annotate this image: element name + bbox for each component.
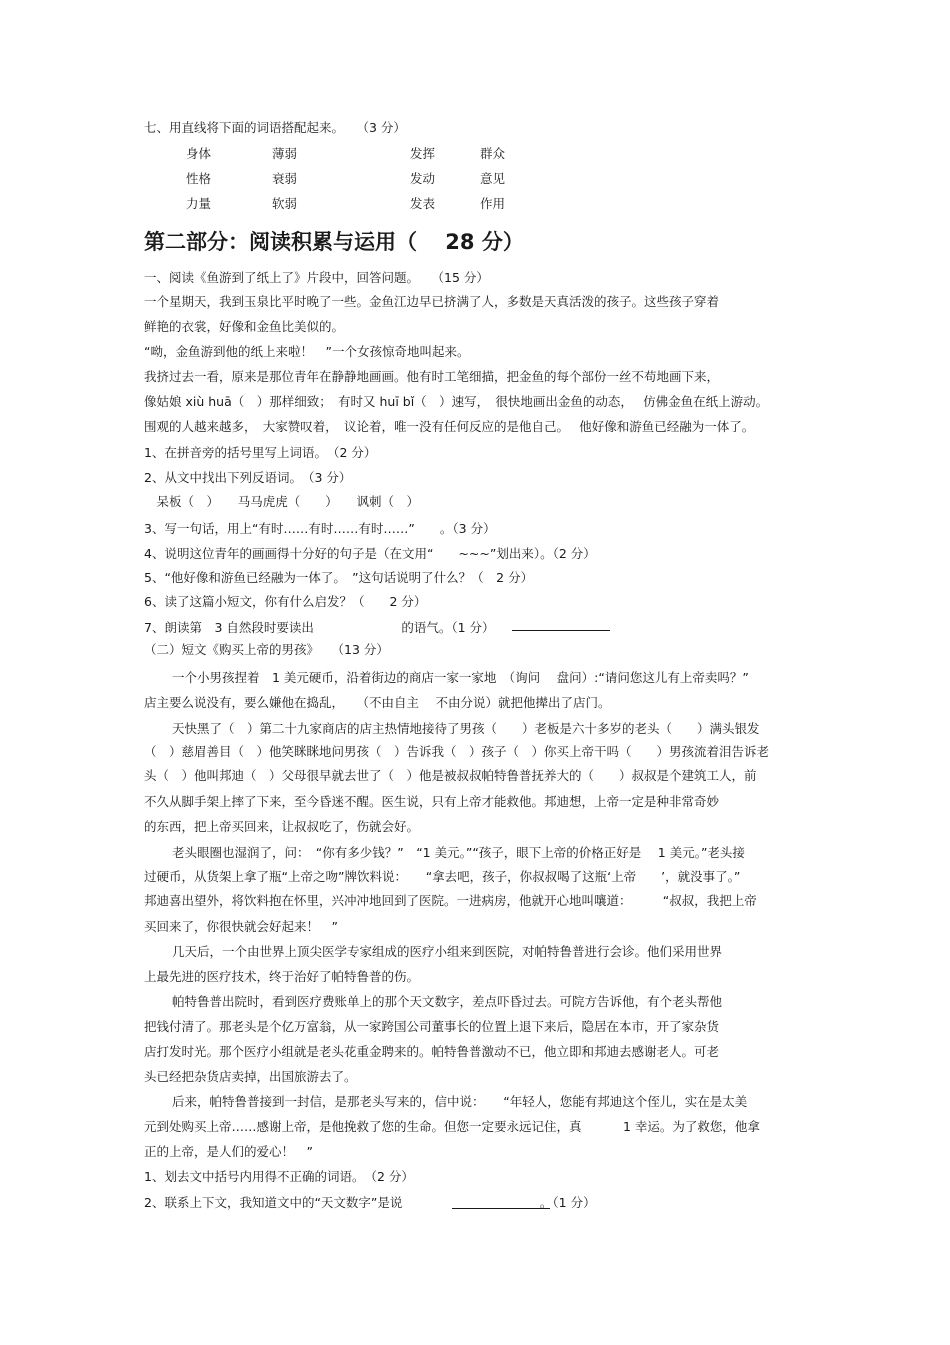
reading1-heading: 一、阅读《鱼游到了纸上了》片段中，回答问题。 （15 分）	[144, 270, 489, 285]
passage-line: 几天后，一个由世界上顶尖医学专家组成的医疗小组来到医院，对帕特鲁普进行会诊。他们采用世界	[172, 944, 723, 959]
question: 7、朗读第 3 自然段时要读出 的语气。（1 分）	[144, 620, 495, 635]
passage-line: （ ）慈眉善目（ ）他笑眯眯地问男孩（ ）告诉我（ ）孩子（ ）你买上帝干吗（ ）男孩流着泪告诉老	[144, 744, 770, 759]
passage-line: 一个小男孩捏着 1 美元硬币，沿着街边的商店一家一家地 （询问 盘问）:“请问您这儿有上帝卖吗？”	[172, 670, 749, 685]
answer-blank-line	[512, 630, 610, 631]
question: 1、在拼音旁的括号里写上词语。 （2 分）	[144, 445, 377, 460]
match-word: 性格	[186, 171, 212, 186]
passage-line: 店打发时光。那个医疗小组就是老头花重金聘来的。帕特鲁普激动不已，他立即和邦迪去感谢老人。可老	[144, 1044, 720, 1059]
passage-line: 过硬币，从货架上拿了瓶“上帝之吻”牌饮料说： “拿去吧，孩子，你叔叔喝了这瓶‘上帝 ’，就没事了。”	[144, 869, 741, 884]
passage-line: 像姑娘 xiù huā（ ）那样细致； 有时又 huī bǐ（ ）速写， 很快地画出金鱼的动态， 仿佛金鱼在纸上游动。	[144, 394, 769, 409]
passage-line: 元到处购买上帝……感谢上帝，是他挽救了您的生命。但您一定要永远记住，真 1 幸运。为了救您，他拿	[144, 1119, 760, 1134]
match-word: 发挥	[410, 146, 436, 161]
passage-line: 老头眼圈也湿润了，问： “你有多少钱？” “1 美元。”“孩子，眼下上帝的价格正好是 1 美元。”老头接	[172, 845, 745, 860]
passage-line: 邦迪喜出望外，将饮料抱在怀里，兴冲冲地回到了医院。一进病房，他就开心地叫嚷道： “叔叔，我把上帝	[144, 893, 757, 908]
question: 4、说明这位青年的画画得十分好的句子是（在文用“ ~~~”划出来）。（2 分）	[144, 546, 596, 561]
passage-line: 后来，帕特鲁普接到一封信，是那老头写来的，信中说： “年轻人，您能有邦迪这个侄儿，实在是太美	[172, 1094, 748, 1109]
passage-line: 店主要么说没有，要么嫌他在捣乱， （不由自主 不由分说）就把他撵出了店门。	[144, 695, 611, 710]
passage-line: 不久从脚手架上摔了下来，至今昏迷不醒。医生说，只有上帝才能救他。邦迪想，上帝一定是种非常奇妙	[144, 794, 720, 809]
question: 6、读了这篇小短文，你有什么启发？（ 2 分）	[144, 594, 427, 609]
passage-line: 头已经把杂货店卖掉，出国旅游去了。	[144, 1069, 357, 1084]
question: 1、划去文中括号内用得不正确的词语。 （2 分）	[144, 1169, 414, 1184]
match-word: 薄弱	[272, 146, 298, 161]
passage-line: 鲜艳的衣裳，好像和金鱼比美似的。	[144, 319, 345, 334]
passage-line: “呦，金鱼游到他的纸上来啦！ ”一个女孩惊奇地叫起来。	[144, 344, 470, 359]
part2-title: 第二部分：阅读积累与运用（ 28 分）	[144, 230, 524, 254]
passage-line: 一个星期天，我到玉泉比平时晚了一些。金鱼江边早已挤满了人，多数是天真活泼的孩子。这些孩子穿着	[144, 294, 720, 309]
passage-line: 正的上帝，是人们的爱心！ ”	[144, 1144, 313, 1159]
passage-line: 天快黑了（ ）第二十九家商店的店主热情地接待了男孩（ ）老板是六十多岁的老头（ ）满头银发	[172, 721, 760, 736]
passage-line: 头（ ）他叫邦迪（ ）父母很早就去世了（ ）他是被叔叔帕特鲁普抚养大的（ ）叔叔是个建筑工人，前	[144, 768, 757, 783]
match-word: 衰弱	[272, 171, 298, 186]
answer-blank-line	[452, 1208, 550, 1209]
match-word: 发表	[410, 196, 436, 211]
passage-line: 买回来了，你很快就会好起来！ ”	[144, 919, 338, 934]
passage-line: 围观的人越来越多， 大家赞叹着， 议论着，唯一没有任何反应的是他自己。 他好像和游鱼已经融为一体了。	[144, 419, 755, 434]
match-word: 力量	[186, 196, 212, 211]
passage-line: 上最先进的医疗技术，终于治好了帕特鲁普的伤。	[144, 969, 420, 984]
match-word: 身体	[186, 146, 212, 161]
match-word: 群众	[480, 146, 506, 161]
match-word: 发动	[410, 171, 436, 186]
passage-line: 的东西，把上帝买回来，让叔叔吃了，伤就会好。	[144, 819, 420, 834]
question: 5、“他好像和游鱼已经融为一体了。 ”这句话说明了什么？（ 2 分）	[144, 570, 534, 585]
question: 2、联系上下文，我知道文中的“天文数字”是说 。（1 分）	[144, 1195, 596, 1210]
question: 3、写一句话，用上“有时……有时……有时……” 。（3 分）	[144, 521, 496, 536]
match-word: 作用	[480, 196, 506, 211]
passage-line: 帕特鲁普出院时，看到医疗费账单上的那个天文数字，差点吓昏过去。可院方告诉他，有个老头帮他	[172, 994, 723, 1009]
question: 2、从文中找出下列反语词。 （3 分）	[144, 470, 352, 485]
question: 呆板（ ） 马马虎虎（ ） 讽刺（ ）	[144, 494, 420, 509]
match-word: 软弱	[272, 196, 298, 211]
passage-line: 我挤过去一看，原来是那位青年在静静地画画。他有时工笔细描，把金鱼的每个部份一丝不苟地画下来，	[144, 369, 720, 384]
match-word: 意见	[480, 171, 506, 186]
passage-line: 把钱付清了。那老头是个亿万富翁，从一家跨国公司董事长的位置上退下来后，隐居在本市，开了家杂货	[144, 1019, 720, 1034]
reading2-heading: （二）短文《购买上帝的男孩》 （13 分）	[144, 642, 389, 657]
section7-heading: 七、用直线将下面的词语搭配起来。 （3 分）	[144, 120, 406, 135]
